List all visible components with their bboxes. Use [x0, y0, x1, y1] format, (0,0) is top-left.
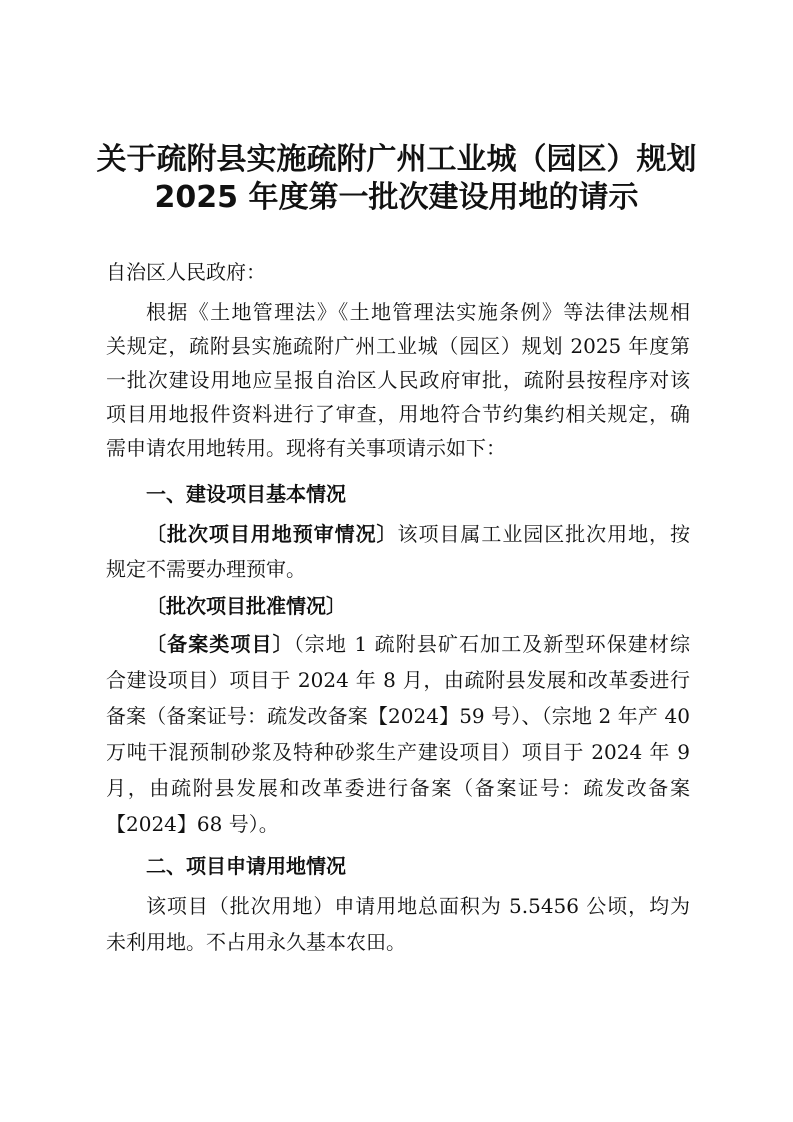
paragraph-line: 万吨干混预制砂浆及特种砂浆生产建设项目）项目于 2024 年 9 [106, 740, 690, 764]
section-heading-2: 二、项目申请用地情况 [146, 854, 346, 878]
paragraph-line: 【2024】68 号）。 [106, 812, 279, 836]
approval-heading: 〔批次项目批准情况〕 [146, 594, 346, 618]
paragraph-line: 规定不需要办理预审。 [106, 557, 306, 581]
pre-review-text: 该项目属工业园区批次用地，按 [397, 522, 690, 546]
paragraph-line: 该项目（批次用地）申请用地总面积为 5.5456 公顷，均为 [146, 894, 690, 918]
paragraph-line: 月，由疏附县发展和改革委进行备案（备案证号：疏发改备案 [106, 776, 690, 800]
filing-line [146, 630, 690, 658]
pre-review-line [146, 520, 690, 548]
paragraph-line: 项目用地报件资料进行了审查，用地符合节约集约相关规定，确 [106, 402, 690, 426]
filing-text: （宗地 1 疏附县矿石加工及新型环保建材综 [293, 632, 690, 656]
salutation: 自治区人民政府： [106, 260, 266, 284]
paragraph-line: 需申请农用地转用。现将有关事项请示如下： [106, 436, 506, 460]
paragraph-line: 未利用地。不占用永久基本农田。 [106, 930, 406, 954]
paragraph-line: 合建设项目）项目于 2024 年 8 月，由疏附县发展和改革委进行 [106, 668, 690, 692]
paragraph-line: 备案（备案证号：疏发改备案【2024】59 号）、（宗地 2 年产 40 [106, 704, 690, 728]
document-title-line-1: 关于疏附县实施疏附广州工业城（园区）规划 [96, 142, 697, 177]
paragraph-line: 根据《土地管理法》《土地管理法实施条例》等法律法规相 [146, 300, 690, 324]
section-heading-1: 一、建设项目基本情况 [146, 482, 346, 506]
document-title-line-2: 2025 年度第一批次建设用地的请示 [154, 180, 639, 215]
filing-label: 〔备案类项目〕 [146, 632, 294, 656]
paragraph-line: 关规定，疏附县实施疏附广州工业城（园区）规划 2025 年度第 [106, 334, 690, 358]
paragraph-line: 一批次建设用地应呈报自治区人民政府审批，疏附县按程序对该 [106, 368, 690, 392]
pre-review-label: 〔批次项目用地预审情况〕 [146, 522, 398, 546]
